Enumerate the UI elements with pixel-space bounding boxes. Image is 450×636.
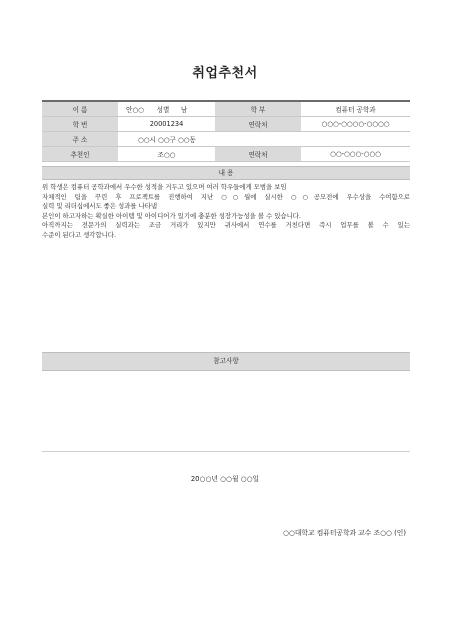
document-date: 20○○년 ○○월 ○○일 bbox=[190, 475, 260, 483]
content-line: 수준이 된다고 생각합니다. bbox=[42, 230, 117, 239]
recommender-contact-label: 연락처 bbox=[215, 147, 301, 162]
content-line: 아직까지는 전문가의 실력과는 조금 거리가 있지만 귀사에서 연수를 거친다면 즉시 업무를 볼 수 있는 bbox=[42, 221, 410, 229]
info-row-address bbox=[42, 132, 410, 147]
department-value: 컴퓨터 공학과 bbox=[301, 101, 410, 117]
gender-label: 성별 bbox=[152, 101, 174, 117]
student-id-label: 학 번 bbox=[42, 117, 118, 132]
student-contact-label: 연락처 bbox=[215, 117, 301, 132]
recommendation-content bbox=[42, 183, 410, 240]
recommender-label: 추천인 bbox=[42, 147, 118, 162]
info-row-name bbox=[42, 101, 410, 117]
applicant-info-table bbox=[42, 100, 410, 162]
content-line: 위 학생은 컴퓨터 공학과에서 우수한 성적을 거두고 있으며 여러 학우들에게 모범을 보임 bbox=[42, 183, 287, 191]
info-row-student-id bbox=[42, 117, 410, 132]
notes-section-header: 참고사항 bbox=[42, 352, 410, 371]
name-label: 이 름 bbox=[42, 101, 118, 117]
document-title: 취업추천서 bbox=[192, 66, 258, 81]
recommender-value: 조○○ bbox=[118, 147, 215, 162]
gender-value: 남 bbox=[174, 101, 194, 117]
department-label: 학 부 bbox=[215, 101, 301, 117]
signature-line: ○○대학교 컴퓨터공학과 교수 조○○ (인) bbox=[282, 529, 406, 537]
student-contact-value: ○○○-○○○○-○○○○ bbox=[301, 117, 410, 132]
section-divider bbox=[42, 451, 410, 452]
info-row-recommender bbox=[42, 147, 410, 162]
address-value: ○○시 ○○구 ○○동 bbox=[118, 132, 410, 147]
address-label: 주 소 bbox=[42, 132, 118, 147]
student-id-value: 20001234 bbox=[118, 117, 215, 132]
content-line: 본인이 하고자하는 확실한 아이템 및 아이디어가 있기에 충분한 성장가능성을 볼 수 있습니다. bbox=[42, 211, 301, 220]
recommender-contact-value: ○○-○○○-○○○ bbox=[301, 147, 410, 162]
content-section-header: 내 용 bbox=[42, 166, 410, 180]
content-line: 실력 및 리더십에서도 좋은 성과를 나타냄 bbox=[42, 202, 158, 210]
name-value: 안○○ bbox=[118, 101, 152, 117]
content-line: 자체적인 팀을 꾸린 후 프로젝트를 진행하여 지난 ○○월에 실시한 ○○공모전에 우수상을 수여함으로 bbox=[42, 192, 410, 201]
